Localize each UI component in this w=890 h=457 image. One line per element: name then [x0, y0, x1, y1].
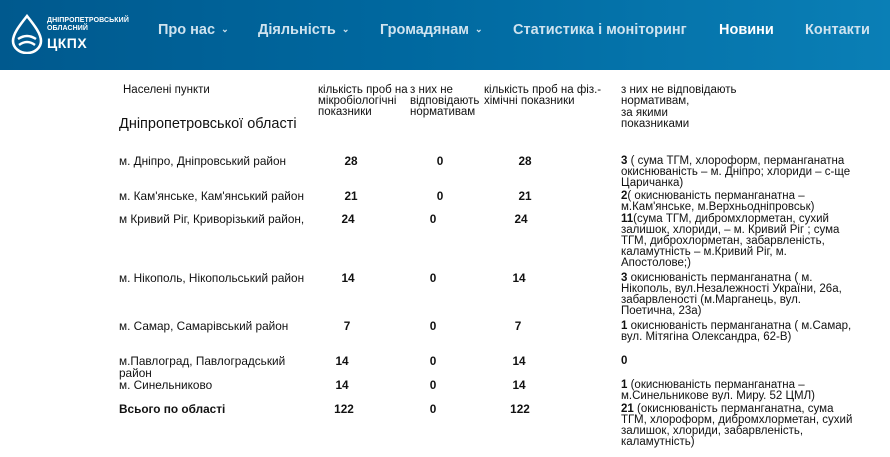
table-row-micro: 21: [344, 189, 358, 203]
table-row-chem: 21: [518, 189, 532, 203]
table-row-micro: 122: [334, 402, 354, 416]
table-row-micro-bad: 0: [429, 271, 437, 285]
table-row-chem: 122: [510, 402, 530, 416]
nav-citizens-label: Громадянам: [380, 22, 470, 38]
table-row-notes: [621, 404, 853, 448]
table-row-count: 1: [621, 320, 628, 332]
table-row-notes: [621, 273, 853, 317]
table-row-place: м Кривий Ріг, Криворізький район,: [119, 212, 305, 226]
table-row-count: 3: [621, 155, 628, 167]
table-row-notes: [621, 321, 853, 343]
table-row-chem: 14: [512, 271, 526, 285]
table-row-count: 3: [621, 272, 628, 284]
table-row-chem: 28: [518, 154, 532, 168]
table-row-micro-bad: 0: [436, 189, 444, 203]
table-row-place: м. Кам'янське, Кам'янський район: [119, 189, 304, 203]
logo-subtitle: ДНІПРОПЕТРОВСЬКИЙ ОБЛАСНИЙ: [47, 17, 129, 32]
table-row-details: ( окиснюваність перманганатна – м.Кам'янське, м.Верхньодніпровськ): [621, 190, 815, 213]
table-row-micro-bad: 0: [429, 402, 437, 416]
table-row-place: м. Самар, Самарівський район: [119, 319, 289, 333]
table-row-notes: [621, 380, 853, 402]
table-row-details: (сума ТГМ, дибромхлорметан, сухий залишок, хлориди, – м. Кривий Ріг ; сума ТГМ, диброхлорметан, забарвленість, каламутність – м.Кривий Ріг, м. Апостолове;): [621, 213, 840, 269]
table-row-micro: 24: [341, 212, 355, 226]
table-row-notes: [621, 356, 853, 367]
table-row-chem: 14: [512, 378, 526, 392]
table-row-count: 21: [621, 403, 634, 415]
chevron-down-icon: ⌄: [221, 24, 229, 34]
table-row-place: м. Нікополь, Нікопольський район: [119, 271, 305, 285]
table-row-total-label: Всього по області: [119, 402, 226, 416]
header-region: Дніпропетровської області: [119, 116, 297, 132]
nav-statistics-label: Статистика і моніторинг: [513, 22, 687, 38]
table-row-notes: [621, 156, 853, 189]
table-row-micro: 14: [335, 354, 349, 368]
table-row-micro: 28: [344, 154, 358, 168]
chevron-down-icon: ⌄: [341, 24, 350, 34]
nav-activity-label: Діяльність: [258, 22, 336, 38]
table-row-micro: 14: [335, 378, 349, 392]
table-row-details: (окиснюваність перманганатна – м.Синельникове вул. Миру. 52 ЦМЛ): [621, 379, 815, 402]
nav-contacts-label: Контакти: [805, 22, 870, 38]
table-row-chem: 7: [514, 319, 522, 333]
table-row-count: 2: [621, 190, 628, 202]
table-row-notes: [621, 191, 853, 213]
table-row-micro-bad: 0: [429, 319, 437, 333]
table-row-chem: 24: [514, 212, 528, 226]
header-settlements: Населені пункти: [123, 84, 210, 96]
header-chem-noncompliant-b-wrap: [621, 108, 781, 130]
header-chem-noncompliant-b: за якими показниками: [621, 107, 690, 130]
table-row-micro: 14: [341, 271, 355, 285]
table-row-count: 11: [621, 213, 634, 225]
table-row-place: м. Синельниково: [119, 378, 213, 392]
table-row-notes: [621, 214, 853, 269]
logo-title: ЦКПХ: [47, 35, 88, 51]
table-row-micro-bad: 0: [429, 212, 437, 226]
table-row-micro-bad: 0: [436, 154, 444, 168]
chevron-down-icon: ⌄: [475, 24, 483, 34]
table-row-chem: 14: [512, 354, 526, 368]
table-row-micro: 7: [343, 319, 351, 333]
header-chem-samples: кількість проб на фіз.-хімічні показники: [484, 84, 602, 107]
table-row-place: м. Дніпро, Дніпровський район: [119, 154, 287, 168]
nav-about-label: Про нас: [158, 22, 216, 38]
header-micro-noncompliant: з них не відповідають нормативам: [410, 84, 480, 118]
table-row-micro-bad: 0: [429, 354, 437, 368]
header-micro-samples: кількість проб на мікробіологічні показники: [318, 84, 408, 118]
table-row-count: 1: [621, 379, 628, 391]
table-row-details: окиснюваність перманганатна ( м.Самар, вул. Мітягіна Олександра, 62-В): [621, 320, 852, 343]
header-chem-noncompliant: [621, 85, 741, 107]
table-row-details: (окиснюваність перманганатна, сума ТГМ, хлороформ, дибромхлорметан, сухий залишок, хлориди, забарвленість, каламутність): [621, 403, 853, 448]
header-chem-noncompliant-a: з них не відповідають нормативам,: [621, 84, 737, 107]
table-row-micro-bad: 0: [429, 378, 437, 392]
table-row-details: ( сума ТГМ, хлороформ, перманганатна окиснюваність – м. Дніпро; хлориди – с-ще Царичанка): [621, 155, 851, 189]
table-row-place: м.Павлоград, Павлоградський район: [119, 354, 286, 380]
table-row-details: окиснюваність перманганатна ( м. Нікополь, вул.Незалежності України, 26а, забарвленості (м.Марганець, вул. Поетична, 23а): [621, 272, 842, 317]
table-row-count: 0: [621, 355, 628, 367]
nav-news-label: Новини: [719, 22, 774, 38]
